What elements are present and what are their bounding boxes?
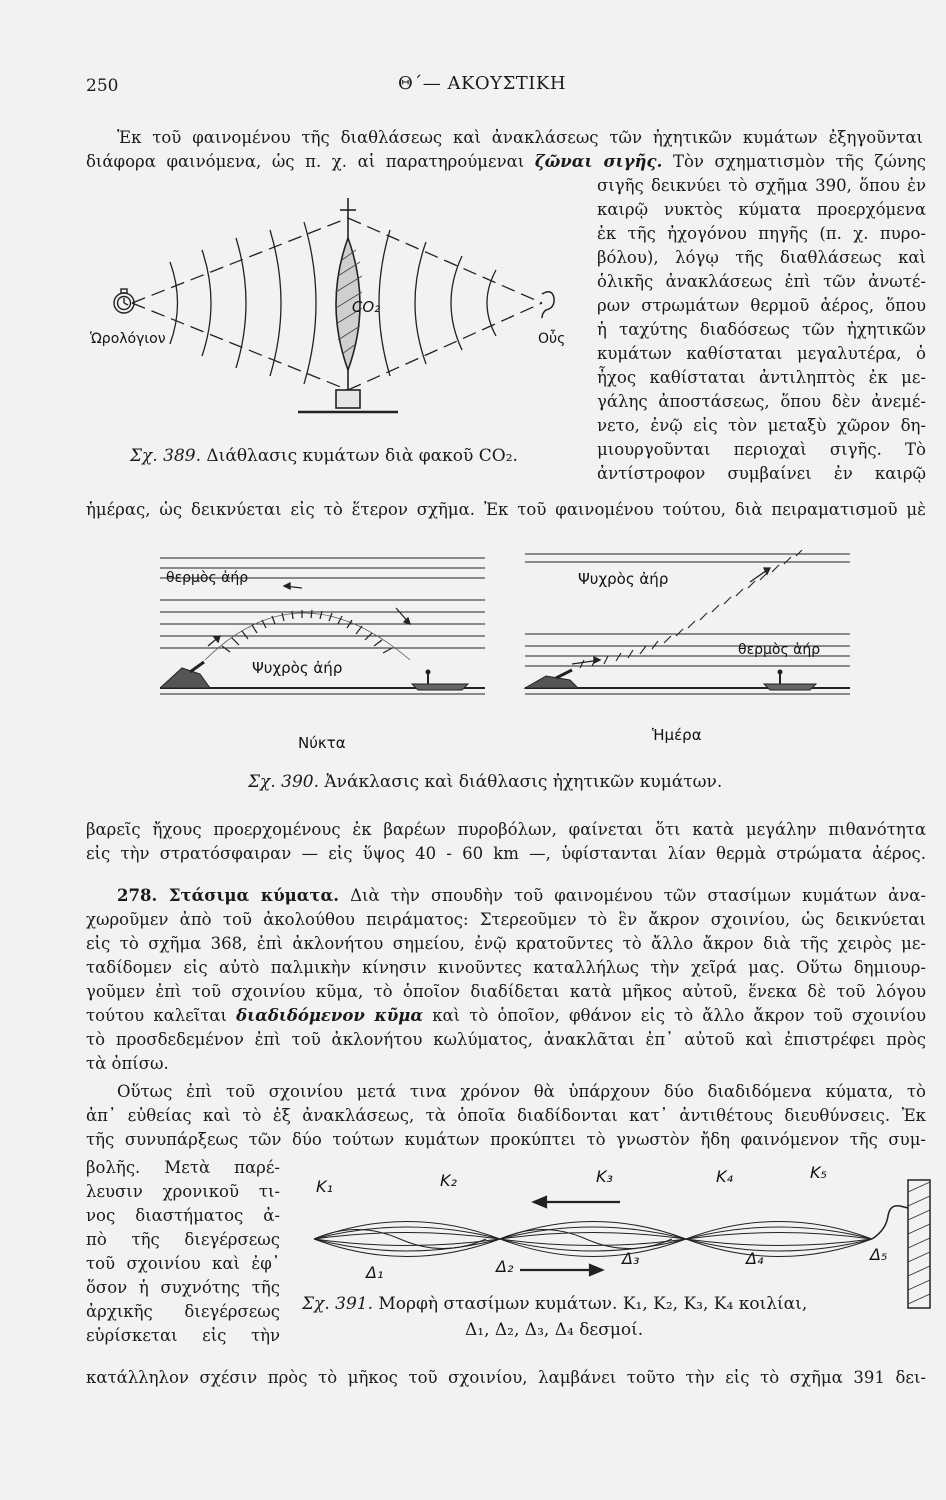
section-278-line: γοῦμεν ἐπὶ τοῦ σχοινίου κῦμα, τὸ ὁποῖον διαδίδεται κατὰ μῆκος αὐτοῦ, ἕνεκα δὲ τοῦ λόγου — [86, 982, 926, 1001]
side-line: καιρῷ νυκτὸς κύματα προερχόμενα — [597, 200, 926, 219]
side-line: σιγῆς δεικνύει τὸ σχῆμα 390, ὅπου ἐν — [597, 176, 926, 195]
day-panel — [525, 550, 850, 744]
side-line: ὁλικῆς ἀνακλάσεως ἐπὶ τῶν ἀνωτέ- — [597, 272, 926, 291]
day-shore — [525, 676, 578, 688]
day-cannon-icon — [556, 670, 572, 678]
night-wave-arc — [222, 610, 392, 653]
intro-line-2: διάφορα φαινόμενα, ὡς π. χ. αἱ παρατηρούμεναι ζῶναι σιγῆς. Τὸν σχηματισμὸν τῆς ζώνης — [86, 152, 927, 171]
ear-icon — [542, 292, 554, 318]
label-clock: Ὡρολόγιον — [90, 331, 166, 347]
after-line-2: εἰς τὴν στρατόσφαιραν — εἰς ὕψος 40 - 60 km —, ὑφίστανται λίαν θερμὰ στρώματα ἀέρος. — [86, 844, 926, 863]
fig390-caption-text: Ἀνάκλασις καὶ διάθλασις ἠχητικῶν κυμάτων. — [324, 772, 723, 792]
fig389-caption — [130, 446, 518, 466]
section-278-line: ταδίδομεν εἰς αὐτὸ παλμικὴν κίνησιν κινοῦντες καταλλήλως τὴν χεῖρά μας. Οὕτω δημιουρ- — [86, 958, 926, 977]
node-d4: Δ₄ — [746, 1249, 764, 1268]
running-title: Θ΄— ΑΚΟΥΣΤΙΚΗ — [398, 73, 567, 94]
night-boat-icon — [412, 684, 468, 690]
section-278-p2-line: ἀπ᾿ εὐθείας καὶ τὸ ἐξ ἀνακλάσεως, τὰ ὁποῖα διαδίδονται κατ᾿ ἀντιθέτους διευθύνσεις. Ἐκ — [86, 1106, 926, 1125]
section-278-line: εἰς τὸ σχῆμα 368, ἐπὶ ἀκλονήτου σημείου, ἐνῷ κρατοῦντες τὸ ἄλλο ἄκρον διὰ τῆς χειρὸς με- — [86, 934, 926, 953]
antinode-k2: K₂ — [440, 1171, 457, 1190]
figure-390-reflection-refraction — [160, 548, 860, 756]
side-line: ρων στρωμάτων θερμοῦ ἀέρος, ὅπου — [597, 296, 926, 315]
intro-line-1: Ἐκ τοῦ φαινομένου τῆς διαθλάσεως καὶ ἀνακλάσεως τῶν ἠχητικῶν κυμάτων ἐξηγοῦνται — [117, 128, 923, 147]
day-label-warm-air: θερμὸς ἀήρ — [738, 642, 821, 658]
fig390-caption-number: Σχ. 390. — [248, 772, 319, 792]
page-number: 250 — [86, 76, 119, 96]
left-col-line: βολῆς. Μετὰ παρέ- — [86, 1158, 280, 1177]
day-label-cold-air: Ψυχρὸς ἀήρ — [578, 570, 669, 588]
night-label: Νύκτα — [298, 734, 346, 752]
fig391-caption — [302, 1294, 807, 1314]
side-line: ἀντίστροφον συμβαίνει ἐν καιρῷ — [597, 464, 926, 483]
left-col-line: ὅσον ἡ συχνότης τῆς — [86, 1278, 280, 1297]
antinode-k3: K₃ — [596, 1167, 613, 1186]
clock-icon — [114, 289, 134, 313]
section-278-p2-line: τῆς συνυπάρξεως τῶν δύο τούτων κυμάτων προκύπτει τὸ γνωστὸν ἤδη φαινόμενον τῆς συμ- — [86, 1130, 926, 1149]
standing-wave-loops — [314, 1222, 872, 1257]
side-line: ἡ ταχύτης διαδόσεως τῶν ἠχητικῶν — [597, 320, 926, 339]
after-line-1: βαρεῖς ἤχους προερχομένους ἐκ βαρέων πυροβόλων, φαίνεται ὅτι κατὰ μεγάλην πιθανότητα — [86, 820, 926, 839]
night-label-cold-air: Ψυχρὸς ἀήρ — [252, 659, 343, 677]
left-col-line: εὑρίσκεται εἰς τὴν — [86, 1326, 280, 1345]
section-278-line: τὰ ὀπίσω. — [86, 1054, 169, 1073]
side-line: νετο, ἐνῷ εἰς τὸν μεταξὺ χῶρον δη- — [597, 416, 926, 435]
night-shore — [160, 668, 210, 688]
side-line: γάλης ἀποστάσεως, ὅπου δὲν ἀνεμέ- — [597, 392, 926, 411]
night-panel — [160, 558, 485, 752]
section-278-line: χωροῦμεν ἀπὸ τοῦ ἀκολούθου πειράματος: Στερεοῦμεν τὸ ἓν ἄκρον σχοινίου, ὡς δεικνύεται — [86, 910, 926, 929]
left-col-line: λευσιν χρονικοῦ τι- — [86, 1182, 280, 1201]
rope-hook — [872, 1206, 908, 1239]
section-278-heading: 278. Στάσιμα κύματα. — [117, 886, 339, 905]
figure-389-refraction-lens — [90, 190, 590, 430]
term-zones-of-silence: ζῶναι σιγῆς. — [534, 152, 663, 171]
left-col-line: νος διαστήματος ἀ- — [86, 1206, 280, 1225]
label-ear: Οὖς — [538, 331, 566, 347]
ray-lower-right — [348, 303, 542, 390]
antinode-k1: K₁ — [316, 1177, 333, 1196]
fig391-caption-line-2: Δ₁, Δ₂, Δ₃, Δ₄ δεσμοί. — [465, 1320, 644, 1340]
fig389-caption-text: Διάθλασις κυμάτων διὰ φακοῦ CO₂. — [206, 446, 518, 466]
ray-upper-right — [348, 218, 542, 303]
left-col-line: ἀρχικῆς διεγέρσεως — [86, 1302, 280, 1321]
fig391-caption-text: Μορφὴ στασίμων κυμάτων. K₁, K₂, K₃, K₄ κοιλίαι, — [378, 1294, 808, 1314]
fig389-caption-number: Σχ. 389. — [130, 446, 201, 466]
side-line: μιουργοῦνται περιοχαὶ σιγῆς. Τὸ — [597, 440, 926, 459]
node-d2: Δ₂ — [496, 1257, 514, 1276]
fig390-caption — [248, 772, 722, 792]
night-label-warm-air: θερμὸς ἀήρ — [166, 570, 249, 586]
antinode-k4: K₄ — [716, 1167, 733, 1186]
node-d5: Δ₅ — [870, 1245, 888, 1264]
day-label: Ἡμέρα — [652, 726, 702, 744]
fig391-caption-number: Σχ. 391. — [302, 1294, 373, 1314]
day-boat-icon — [764, 684, 816, 690]
night-cannon-icon — [190, 662, 204, 672]
side-line: ἐκ τῆς ἠχογόνου πηγῆς (π. χ. πυρο- — [597, 224, 926, 243]
left-col-line: τοῦ σχοινίου καὶ ἐφ᾿ — [86, 1254, 280, 1273]
intro-full-line: ἡμέρας, ὡς δεικνύεται εἰς τὸ ἕτερον σχῆμα. Ἐκ τοῦ φαινομένου τούτου, διὰ πειραματισμοῦ μὲ — [86, 500, 926, 519]
antinode-k5: K₅ — [810, 1163, 827, 1182]
term-propagating-wave: διαδιδόμενον κῦμα — [236, 1006, 424, 1025]
section-278-last-line: κατάλληλον σχέσιν πρὸς τὸ μῆκος τοῦ σχοινίου, λαμβάνει τοῦτο τὴν εἰς τὸ σχῆμα 391 δει- — [86, 1368, 926, 1387]
left-col-line: πὸ τῆς διεγέρσεως — [86, 1230, 280, 1249]
section-278-line: τὸ προσδεδεμένον ἐπὶ τοῦ ἀκλονήτου κωλύματος, ἀνακλᾶται ἐπ᾿ αὐτοῦ καὶ ἐπιστρέφει πρὸς — [86, 1030, 926, 1049]
side-line: ἦχος καθίσταται ἀντιληπτὸς ἐκ με- — [597, 368, 926, 387]
node-d1: Δ₁ — [366, 1263, 384, 1282]
side-line: βόλου), λόγῳ τῆς διαθλάσεως καὶ — [597, 248, 926, 267]
section-278-line-6: τούτου καλεῖται διαδιδόμενον κῦμα καὶ τὸ ὁποῖον, φθάνον εἰς τὸ ἄλλο ἄκρον τοῦ σχοινίου — [86, 1006, 927, 1025]
section-278-p2-line: Οὕτως ἐπὶ τοῦ σχοινίου μετά τινα χρόνον θὰ ὑπάρχουν δύο διαδιδόμενα κύματα, τὸ — [117, 1082, 926, 1101]
section-278-line-1: 278. Στάσιμα κύματα. Διὰ τὴν σπουδὴν τοῦ φαινομένου τῶν στασίμων κυμάτων ἀνα- — [117, 886, 926, 905]
side-line: κυμάτων καθίσταται μεγαλυτέρα, ὁ — [597, 344, 926, 363]
label-co2: CO₂ — [351, 298, 381, 316]
node-d3: Δ₃ — [622, 1249, 640, 1268]
